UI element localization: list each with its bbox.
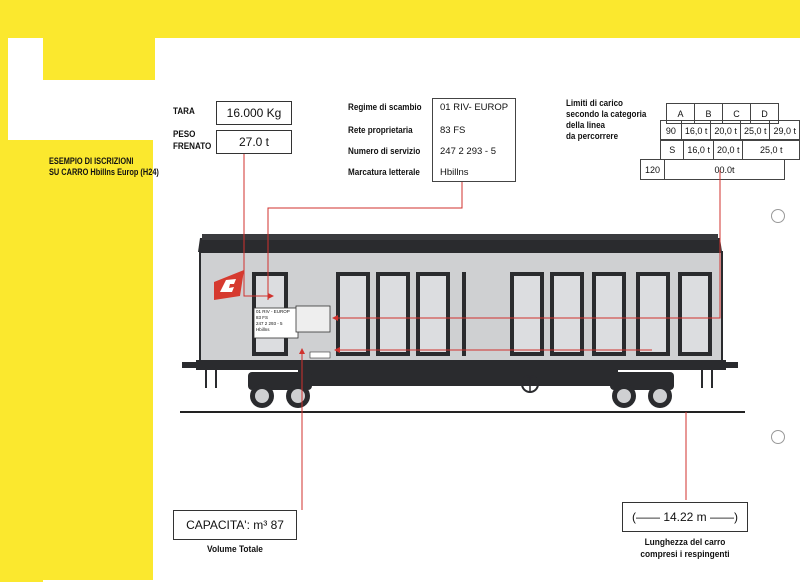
panel-face: [514, 276, 540, 352]
speed-cell: S: [661, 140, 684, 160]
rete-label: Rete proprietaria: [348, 125, 413, 136]
plate-line: Hbillns: [256, 327, 270, 332]
peso-label-line2: FRENATO: [173, 141, 212, 152]
buffer: [722, 362, 738, 368]
numero-value: 247 2 293 - 5: [440, 146, 496, 157]
limit-cell: 16,0 t: [681, 121, 711, 141]
peso-frenato-value-box: 27.0 t: [216, 130, 292, 154]
speed-cell: 120: [641, 160, 665, 180]
peso-label-line1: PESO: [173, 129, 196, 140]
panel-face: [554, 276, 580, 352]
limits-caption-line: Limiti di carico: [566, 98, 623, 109]
rete-value: 83 FS: [440, 125, 466, 136]
limits-caption-line: secondo la categoria: [566, 109, 647, 120]
limit-cell: 16,0 t: [684, 140, 714, 160]
speed-cell: 90: [661, 121, 682, 141]
bogie-right: [610, 372, 674, 408]
capacity-box: CAPACITA': m³ 87: [173, 510, 297, 540]
capacity-caption: Volume Totale: [207, 544, 263, 555]
column-header-c: C: [723, 104, 751, 124]
example-caption-line1: ESEMPIO DI ISCRIZIONI: [49, 156, 134, 166]
length-caption: [619, 537, 751, 561]
limits-caption-line: della linea: [566, 120, 606, 131]
tara-label: TARA: [173, 106, 195, 117]
limit-cell: 20,0 t: [713, 140, 743, 160]
limit-cell: 00.0t: [665, 160, 785, 180]
panel-face: [596, 276, 622, 352]
regime-value: 01 RIV- EUROP: [440, 102, 509, 113]
marcatura-value: Hbillns: [440, 167, 469, 178]
plate-line: 83 FS: [256, 315, 269, 320]
panel-face: [682, 276, 708, 352]
wagon-plate-text: [256, 309, 290, 333]
limit-cell: 25,0 t: [740, 121, 770, 141]
wagon-roof: [198, 238, 722, 252]
column-header-a: A: [667, 104, 695, 124]
length-caption-line2: compresi i respingenti: [640, 549, 730, 560]
buffer: [182, 362, 198, 368]
panel-face: [380, 276, 406, 352]
tara-value-box: 16.000 Kg: [216, 101, 292, 125]
wagon-load-plate: [296, 306, 330, 332]
numero-label: Numero di servizio: [348, 146, 421, 157]
plate-line: 247 2 293 - 5: [256, 321, 283, 326]
plate-line: 01 RIV - EUROP: [256, 309, 290, 314]
column-header-d: D: [751, 104, 779, 124]
column-header-b: B: [695, 104, 723, 124]
panel-face: [420, 276, 446, 352]
panel-face: [340, 276, 366, 352]
length-caption-line1: Lunghezza del carro: [644, 537, 726, 548]
limit-cell: 25,0 t: [743, 140, 800, 160]
regime-label: Regime di scambio: [348, 102, 422, 113]
wagon-capacity-plate: [310, 352, 330, 358]
limit-cell: 20,0 t: [711, 121, 741, 141]
limits-caption-line: da percorrere: [566, 131, 619, 142]
panel-face: [640, 276, 666, 352]
marcatura-label: Marcatura letterale: [348, 167, 420, 178]
limit-cell: 29,0 t: [770, 121, 800, 141]
example-caption-line2: SU CARRO Hbillns Europ (H24): [49, 167, 159, 177]
wagon-roof-top: [202, 234, 718, 240]
wall-slot: [462, 272, 466, 356]
brake-wheel-icon: [522, 376, 538, 392]
length-box: (—— 14.22 m ——): [622, 502, 748, 532]
wagon-center-sill: [298, 368, 618, 386]
